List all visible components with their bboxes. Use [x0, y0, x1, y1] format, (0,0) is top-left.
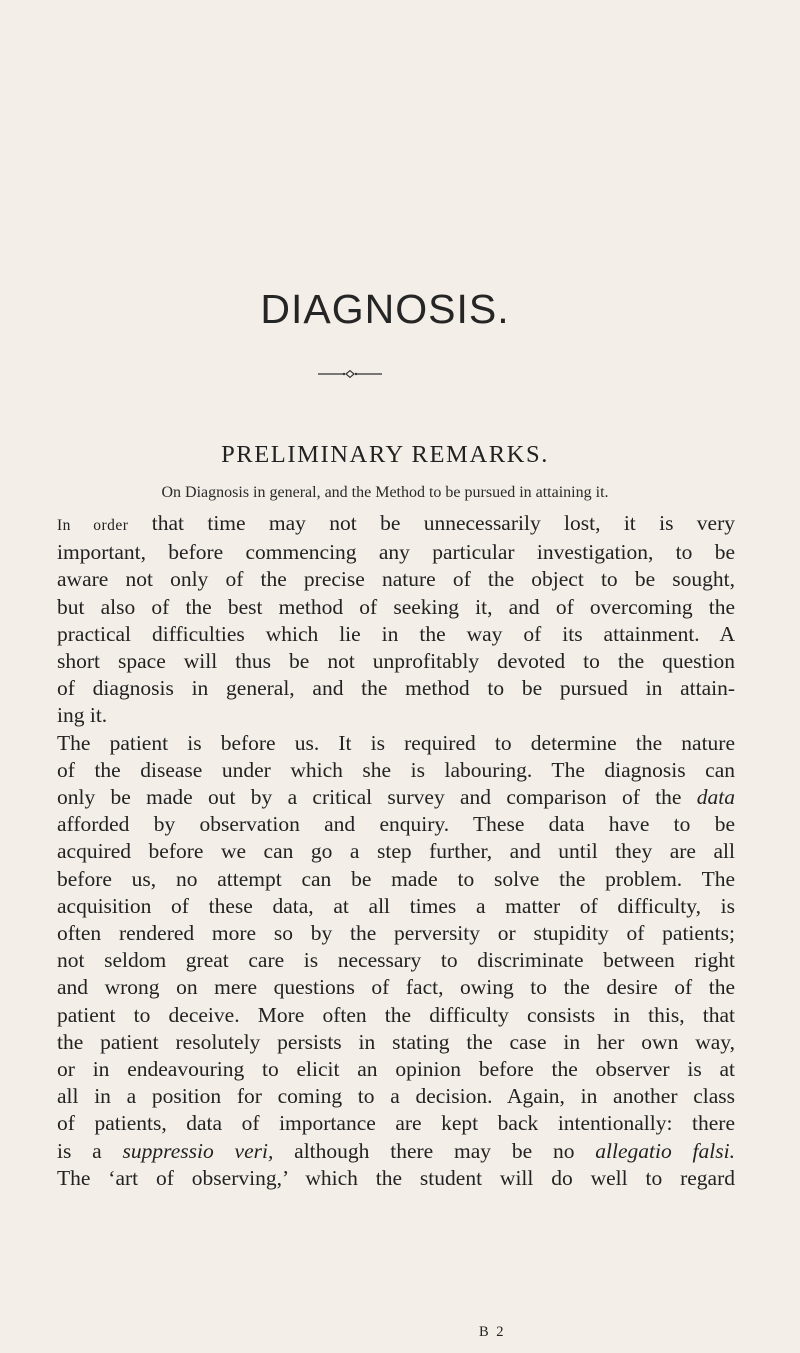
emphasis-data: data [696, 785, 735, 810]
text-line: patient to deceive. More often the difficulty consists in this, that [57, 1002, 735, 1027]
text-line: but also of the best method of seeking it, and of overcoming the [57, 594, 735, 619]
signature-mark: B 2 [479, 1324, 506, 1340]
text-line: or in endeavouring to elicit an opinion before the observer is at [57, 1057, 735, 1082]
text-line: and wrong on mere questions of fact, owing to the desire of the [57, 975, 735, 1000]
text-line: the patient resolutely persists in stating the case in her own way, [57, 1029, 735, 1054]
text-line: all in a position for coming to a decision. Again, in another class [57, 1084, 735, 1109]
emphasis-suppressio-veri: suppressio veri, [122, 1138, 274, 1163]
text-line: before us, no attempt can be made to solve the problem. The [57, 866, 735, 891]
page-title: DIAGNOSIS. [260, 286, 510, 332]
text-line: ing it. [57, 703, 108, 728]
text-line: The patient is before us. It is required to determine the nature [57, 730, 735, 755]
text-line: aware not only of the precise nature of the object to be sought, [57, 567, 735, 592]
text-line: short space will thus be not unprofitably devoted to the question [57, 649, 735, 674]
text-line: acquisition of these data, at all times a matter of difficulty, is [57, 893, 735, 918]
paragraph-2 [57, 730, 735, 1192]
text-line: of the disease under which she is labouring. The diagnosis can [57, 757, 735, 782]
text-line: often rendered more so by the perversity or stupidity of patients; [57, 921, 735, 946]
text-line: of diagnosis in general, and the method to be pursued in attain- [57, 676, 735, 701]
text-line: important, before commencing any particular investigation, to be [57, 540, 735, 565]
text-line: not seldom great care is necessary to discriminate between right [57, 948, 735, 973]
text-line: of patients, data of importance are kept back intentionally: there [57, 1111, 735, 1136]
text-line: is a suppressio veri, although there may be no allegatio falsi. [57, 1138, 735, 1163]
text-line: afforded by observation and enquiry. These data have to be [57, 812, 735, 837]
text-line: only be made out by a critical survey and comparison of the data [57, 785, 735, 810]
text-line: The ‘art of observing,’ which the student will do well to regard [57, 1165, 735, 1190]
lead-in-smallcaps: In order [57, 517, 129, 534]
section-heading: PRELIMINARY REMARKS. [221, 441, 549, 468]
emphasis-allegatio-falsi: allegatio falsi. [595, 1138, 735, 1163]
text-line: practical difficulties which lie in the way of its attainment. A [57, 621, 735, 646]
text-line: acquired before we can go a step further, and until they are all [57, 839, 735, 864]
body-text [57, 510, 735, 1192]
section-subheading: On Diagnosis in general, and the Method to be pursued in attaining it. [161, 484, 609, 501]
text-line: In order that time may not be unnecessarily lost, it is very [57, 511, 735, 535]
ornament-divider [318, 369, 382, 379]
paragraph-1 [57, 510, 735, 730]
